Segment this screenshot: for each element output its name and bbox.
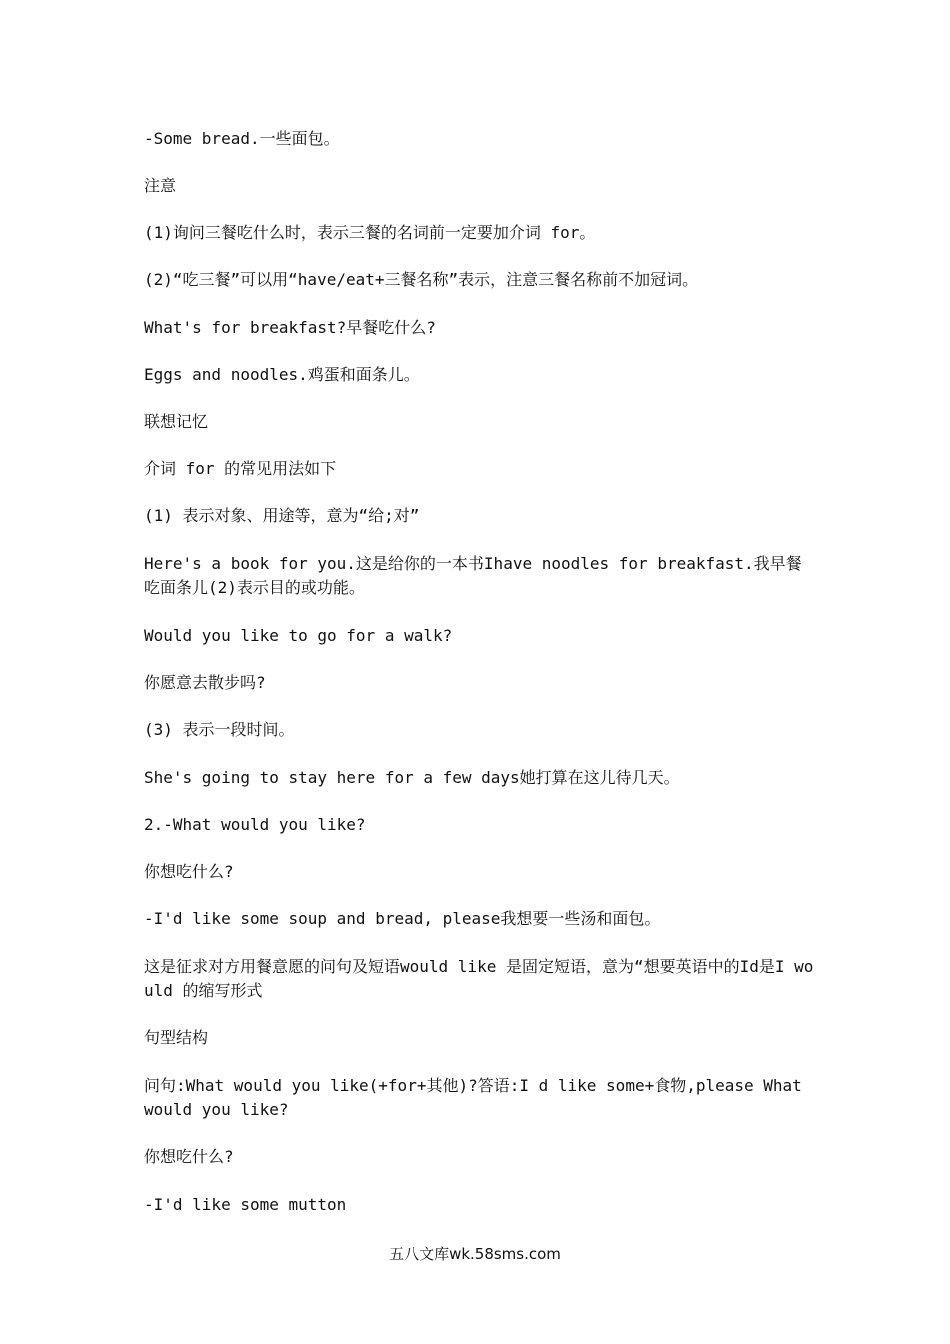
text-line: Eggs and noodles.鸡蛋和面条儿。 bbox=[144, 365, 420, 384]
text-paragraph: 这是征求对方用餐意愿的问句及短语would like 是固定短语，意为“想要英语中的Id是I would 的缩写形式 bbox=[144, 957, 814, 1000]
text-line: She's going to stay here for a few days她打算在这儿待几天。 bbox=[144, 768, 680, 787]
text-line: What's for breakfast?早餐吃什么? bbox=[144, 318, 436, 337]
text-line: (3) 表示一段时间。 bbox=[144, 720, 295, 739]
text-line: -I'd like some mutton bbox=[144, 1195, 347, 1214]
section-heading: 联想记忆 bbox=[144, 412, 209, 431]
text-line: 你想吃什么? bbox=[144, 1147, 234, 1166]
text-line: -I'd like some soup and bread, please我想要一些汤和面包。 bbox=[144, 909, 661, 928]
text-line: 你想吃什么? bbox=[144, 862, 234, 881]
text-line: (1) 表示对象、用途等，意为“给;对” bbox=[144, 506, 420, 525]
text-line: (1)询问三餐吃什么时，表示三餐的名词前一定要加介词 for。 bbox=[144, 223, 596, 242]
text-line: -Some bread.一些面包。 bbox=[144, 129, 340, 148]
text-paragraph: 问句:What would you like(+for+其他)?答语:I d like some+食物,please What would you like? bbox=[144, 1076, 812, 1119]
text-line: 2.-What would you like? bbox=[144, 815, 366, 834]
text-line: (2)“吃三餐”可以用“have/eat+三餐名称”表示，注意三餐名称前不加冠词。 bbox=[144, 270, 699, 289]
page-footer: 五八文库wk.58sms.com bbox=[389, 1245, 561, 1263]
text-line: Would you like to go for a walk? bbox=[144, 626, 453, 645]
text-line: 你愿意去散步吗? bbox=[144, 673, 266, 692]
section-heading: 句型结构 bbox=[144, 1028, 209, 1047]
text-paragraph: Here's a book for you.这是给你的一本书Ihave noodles for breakfast.我早餐吃面条儿(2)表示目的或功能。 bbox=[144, 554, 802, 597]
section-heading: 注意 bbox=[144, 176, 177, 195]
text-line: 介词 for 的常见用法如下 bbox=[144, 459, 337, 478]
